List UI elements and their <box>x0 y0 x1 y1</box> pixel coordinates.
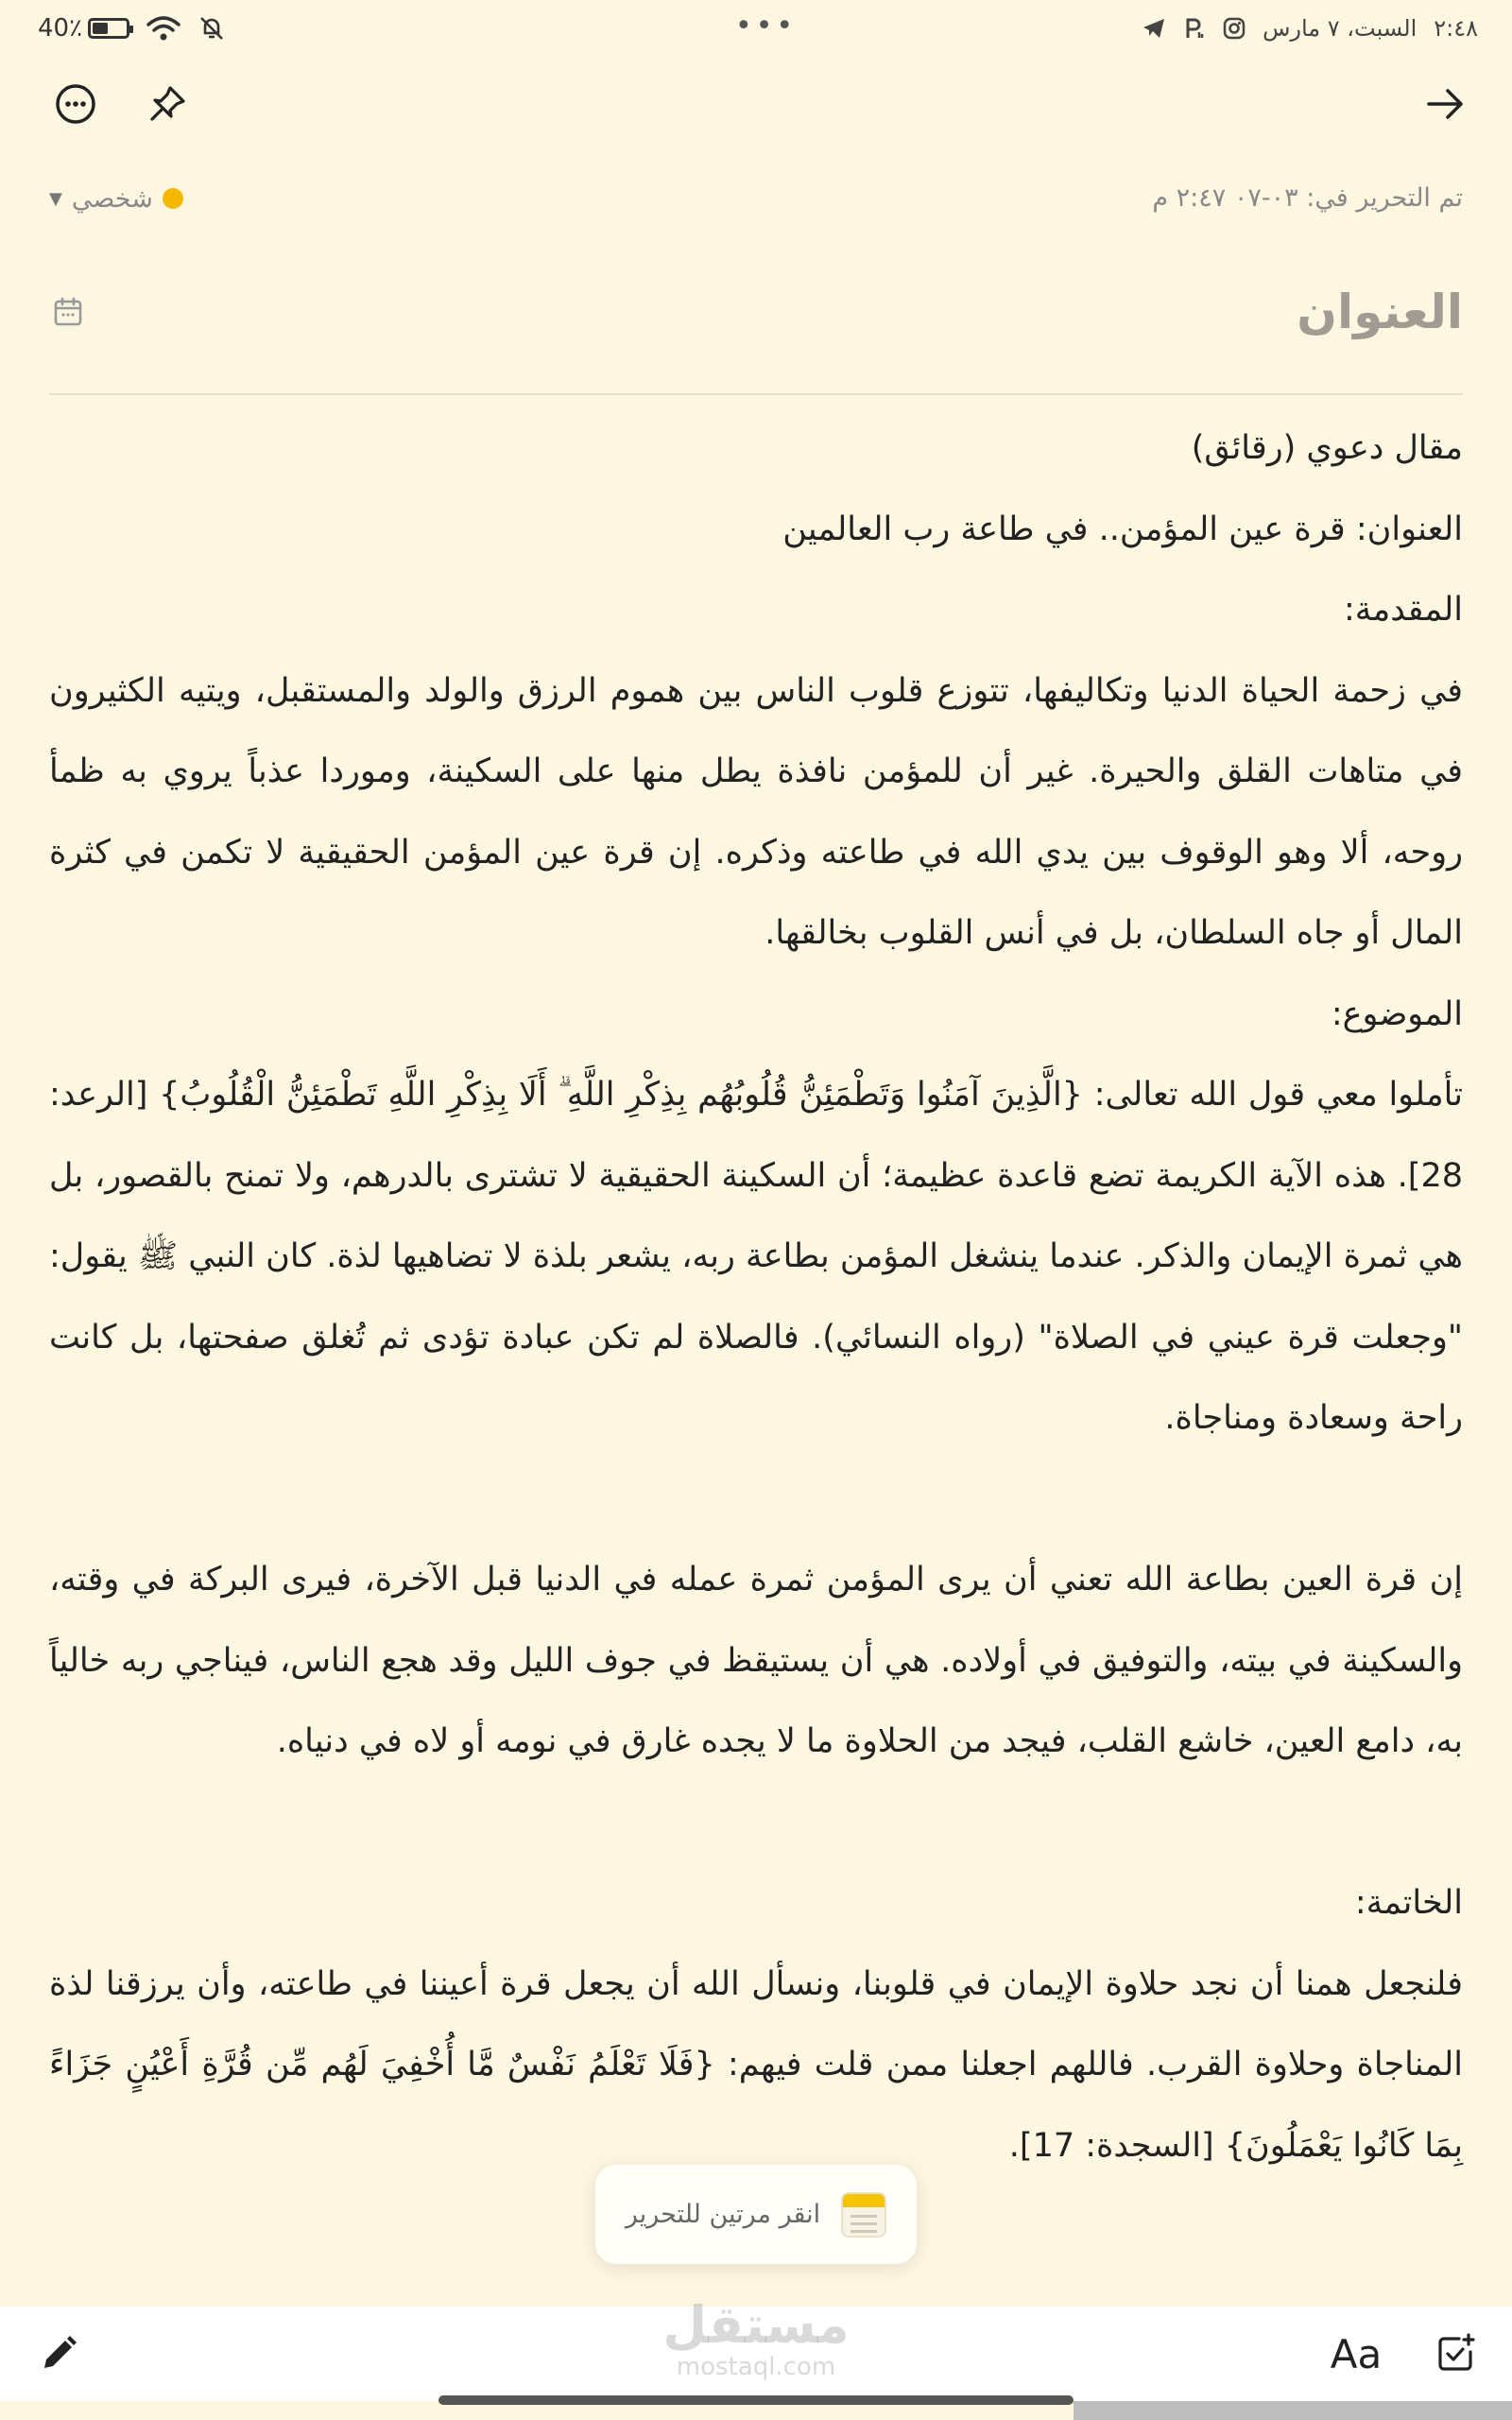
pin-icon <box>147 84 187 124</box>
watermark-arabic: مستقل <box>662 2295 850 2355</box>
status-time: ٢:٤٨ <box>1434 15 1478 42</box>
double-tap-toast <box>595 2165 917 2264</box>
watermark-latin: mostaql.com <box>676 2353 836 2381</box>
edited-timestamp: تم التحرير في: ٠٣-٠٧ ٢:٤٧ م <box>1152 183 1463 213</box>
note-meta-row <box>0 175 1512 222</box>
edit-button[interactable] <box>21 2321 96 2387</box>
title-divider <box>49 393 1463 395</box>
status-right <box>1142 9 1478 47</box>
more-options-button[interactable] <box>38 66 113 142</box>
body-paragraph-intro: في زحمة الحياة الدنيا وتكاليفها، تتوزع قلوب الناس بين هموم الرزق والولد والمستقبل، ويتيه الكثيرون في متاهات القلق والحيرة. غير أن للمؤمن نافذة يطل منها على السكينة، وموردا عذباً يروي به ظمأ روحه، ألا وهو الوقوف بين يدي الله في طاعته وذكره. إن قرة عين المؤمن الحقيقية لا تكمن في كثرة المال أو جاه السلطان، بل في أنس القلوب بخالقها. <box>49 671 1463 952</box>
text-format-button[interactable]: Aa <box>1330 2330 1383 2377</box>
multitask-dots[interactable]: ••• <box>735 9 798 43</box>
pin-button[interactable] <box>129 66 205 142</box>
more-circle-icon <box>55 83 96 125</box>
calendar-icon <box>52 296 84 328</box>
note-title-field[interactable]: العنوان <box>1297 285 1463 339</box>
toast-text: انقر مرتين للتحرير <box>625 2200 821 2229</box>
notepad-icon <box>841 2192 886 2238</box>
wifi-icon <box>146 15 180 42</box>
battery-indicator <box>38 14 129 43</box>
folder-label: شخصي <box>71 183 153 214</box>
folder-selector[interactable] <box>49 175 183 222</box>
body-blank-line <box>49 1783 1463 1864</box>
telegram-icon <box>1142 17 1166 40</box>
add-checklist-icon <box>1435 2333 1476 2375</box>
calendar-button[interactable] <box>47 291 89 333</box>
body-blank-line <box>49 1460 1463 1541</box>
status-bar <box>0 0 1512 57</box>
title-row <box>0 274 1512 350</box>
arrow-right-icon <box>1425 85 1467 123</box>
bottom-edge-strip <box>1074 2401 1512 2420</box>
pencil-icon <box>39 2334 78 2374</box>
add-checklist-button[interactable] <box>1418 2321 1493 2387</box>
mostaql-watermark <box>662 2297 850 2380</box>
body-section-conclusion: الخاتمة: <box>1354 1884 1463 1922</box>
folder-color-dot <box>163 188 183 209</box>
body-section-intro: المقدمة: <box>1343 591 1463 629</box>
body-paragraph-conclusion: فلنجعل همنا أن نجد حلاوة الإيمان في قلوبنا، ونسأل الله أن يجعل قرة أعيننا في طاعته، وأن يرزقنا لذة المناجاة وحلاوة القرب. فاللهم اجعلنا ممن قلت فيهم: {فَلَا تَعْلَمُ نَفْسٌ مَّا أُخْفِيَ لَهُم مِّن قُرَّةِ أَعْيُنٍ جَزَاءً بِمَا كَانُوا يَعْمَلُونَ} [السجدة: 17]. <box>49 1964 1463 2165</box>
home-indicator[interactable] <box>438 2395 1074 2405</box>
body-line-heading: العنوان: قرة عين المؤمن.. في طاعة رب العالمين <box>782 510 1463 548</box>
body-line-type: مقال دعوي (رقائق) <box>1191 429 1463 467</box>
back-button[interactable] <box>1408 66 1484 142</box>
note-body[interactable] <box>49 408 1463 2187</box>
mute-bell-icon <box>198 14 226 43</box>
battery-icon <box>88 18 129 39</box>
instagram-icon <box>1223 17 1246 40</box>
body-section-topic: الموضوع: <box>1331 994 1463 1033</box>
top-toolbar <box>0 66 1512 142</box>
body-paragraph-topic: تأملوا معي قول الله تعالى: {الَّذِينَ آمَنُوا وَتَطْمَئِنُّ قُلُوبُهُم بِذِكْرِ اللَّهِ ۗ أَلَا بِذِكْرِ اللَّهِ تَطْمَئِنُّ الْقُلُوبُ} [الرعد: 28]. هذه الآية الكريمة تضع قاعدة عظيمة؛ أن السكينة الحقيقية لا تشترى بالدرهم، ولا تمنح بالقصور، بل هي ثمرة الإيمان والذكر. عندما ينشغل المؤمن بطاعة ربه، يشعر بلذة لا تضاهيها لذة. كان النبي ﷺ يقول: "وجعلت قرة عيني في الصلاة" (رواه النسائي). فالصلاة لم تكن عبادة تؤدى ثم تُغلق صفحتها، بل كانت راحة وسعادة ومناجاة. <box>49 1076 1463 1437</box>
status-left <box>38 9 226 47</box>
body-paragraph-topic-2: إن قرة العين بطاعة الله تعني أن يرى المؤمن ثمرة عمله في الدنيا قبل الآخرة، فيرى البركة في وقته، والسكينة في بيته، والتوفيق في أولاده. هي أن يستيقظ في جوف الليل وقد هجع الناس، فيناجي ربه خالياً به، دامع العين، خاشع القلب، فيجد من الحلاوة ما لا يجده غارق في نومه أو لاه في دنياه. <box>49 1561 1463 1760</box>
battery-level: 40٪ <box>38 14 83 43</box>
status-date: السبت، ٧ مارس <box>1263 15 1418 42</box>
parking-icon <box>1183 17 1206 40</box>
caret-down-icon: ▼ <box>49 188 62 209</box>
